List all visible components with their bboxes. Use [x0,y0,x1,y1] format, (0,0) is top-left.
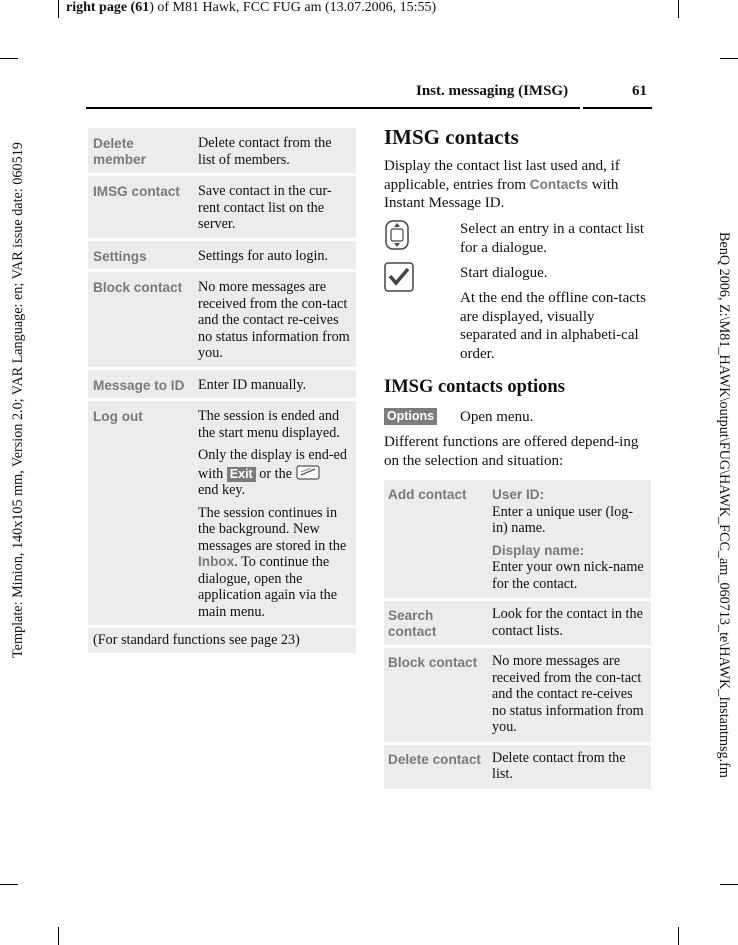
table-row [88,272,356,370]
crop-mark [0,58,18,59]
crop-mark [0,884,18,885]
option-desc [487,480,651,601]
option-name: Delete contact [384,745,487,792]
table-row [88,241,356,273]
function-desc: Delete contact from the list of members. [193,128,356,176]
function-name: Settings [88,241,193,273]
options-softkey-desc: Open menu. [460,409,534,425]
table-footer-row [88,628,356,656]
nav-key-icon [384,219,410,251]
crop-mark [720,884,738,885]
option-desc: Delete contact from the list. [487,745,651,792]
header-rule-gap [580,106,583,110]
table-row [88,176,356,241]
options-intro: Different functions are offered depend-ing on the selection and situation: [384,434,639,469]
print-slug: right page (61) of M81 Hawk, FCC FUG am (13.07.2006, 15:55) [66,0,437,15]
function-desc: Save contact in the cur-rent contact list on the server. [193,176,356,241]
ok-note: At the end the offline con-tacts are displayed, visually separated and in alphabeti-cal order. [460,290,646,362]
crop-mark [720,58,738,59]
function-desc: Enter ID manually. [193,370,356,402]
function-name: Block contact [88,272,193,370]
running-header-title: Inst. messaging (IMSG) [416,83,569,99]
crop-mark [678,0,679,18]
section-title: IMSG contacts [384,125,519,149]
header-rule [86,107,652,109]
option-name: Block contact [384,648,487,745]
ok-description: Start dialogue. [460,265,548,281]
options-title: IMSG contacts options [384,377,565,397]
table-row [384,480,651,601]
field-user-id: User ID: Enter a unique user (log-in) name. [492,487,634,536]
function-name: IMSG contact [88,176,193,241]
options-softkey: Options [384,408,437,425]
function-desc [193,401,356,628]
option-name: Add contact [384,480,487,601]
logout-p2: Only the display is end-ed with Exit or the end key. [198,447,347,498]
file-path-info: BenQ 2006, Z:\M81_HAWK\output\FUG\HAWK_FCC_am_060713_te\HAWK_Instantmsg.fm [716,232,732,778]
exit-softkey: Exit [227,467,256,482]
option-desc: Look for the contact in the contact lists. [487,601,651,648]
function-desc: Settings for auto login. [193,241,356,273]
end-key-icon [296,464,320,481]
option-desc: No more messages are received from the con-tact and the contact re-ceives no status information from you. [487,648,651,745]
logout-p1: The session is ended and the start menu displayed. [198,408,340,441]
ok-check-icon [384,262,414,292]
contacts-ref: Contacts [529,176,588,192]
inbox-ref: Inbox [198,554,235,569]
menu-functions-table [88,128,356,656]
function-name: Log out [88,401,193,628]
crop-mark [58,927,59,945]
section-intro: Display the contact list last used and, if applicable, entries from Contacts with Instant Message ID. [384,158,620,211]
crop-mark [678,927,679,945]
template-info: Template: Minion, 140x105 mm, Version 2.0; VAR Language: en; VAR issue date: 060519 [10,142,26,658]
logout-p3: The session continues in the background. New messages are stored in the Inbox. To continue the dialogue, open the application again via the main menu. [198,504,347,620]
table-row [88,128,356,176]
function-desc: No more messages are received from the con-tact and the contact re-ceives no status information from you. [193,272,356,370]
table-row [384,745,651,792]
function-name: Message to ID [88,370,193,402]
field-display-name: Display name: Enter your own nick-name for the contact. [492,542,644,592]
table-row [88,370,356,402]
table-row [384,648,651,745]
page-number: 61 [632,83,647,99]
nav-description: Select an entry in a contact list for a dialogue. [460,221,645,256]
table-row [88,401,356,628]
crop-mark [58,0,59,18]
function-name: Delete member [88,128,193,176]
options-table [384,480,651,792]
option-name: Search contact [384,601,487,648]
see-page-note: (For standard functions see page 23) [88,628,356,656]
table-row [384,601,651,648]
